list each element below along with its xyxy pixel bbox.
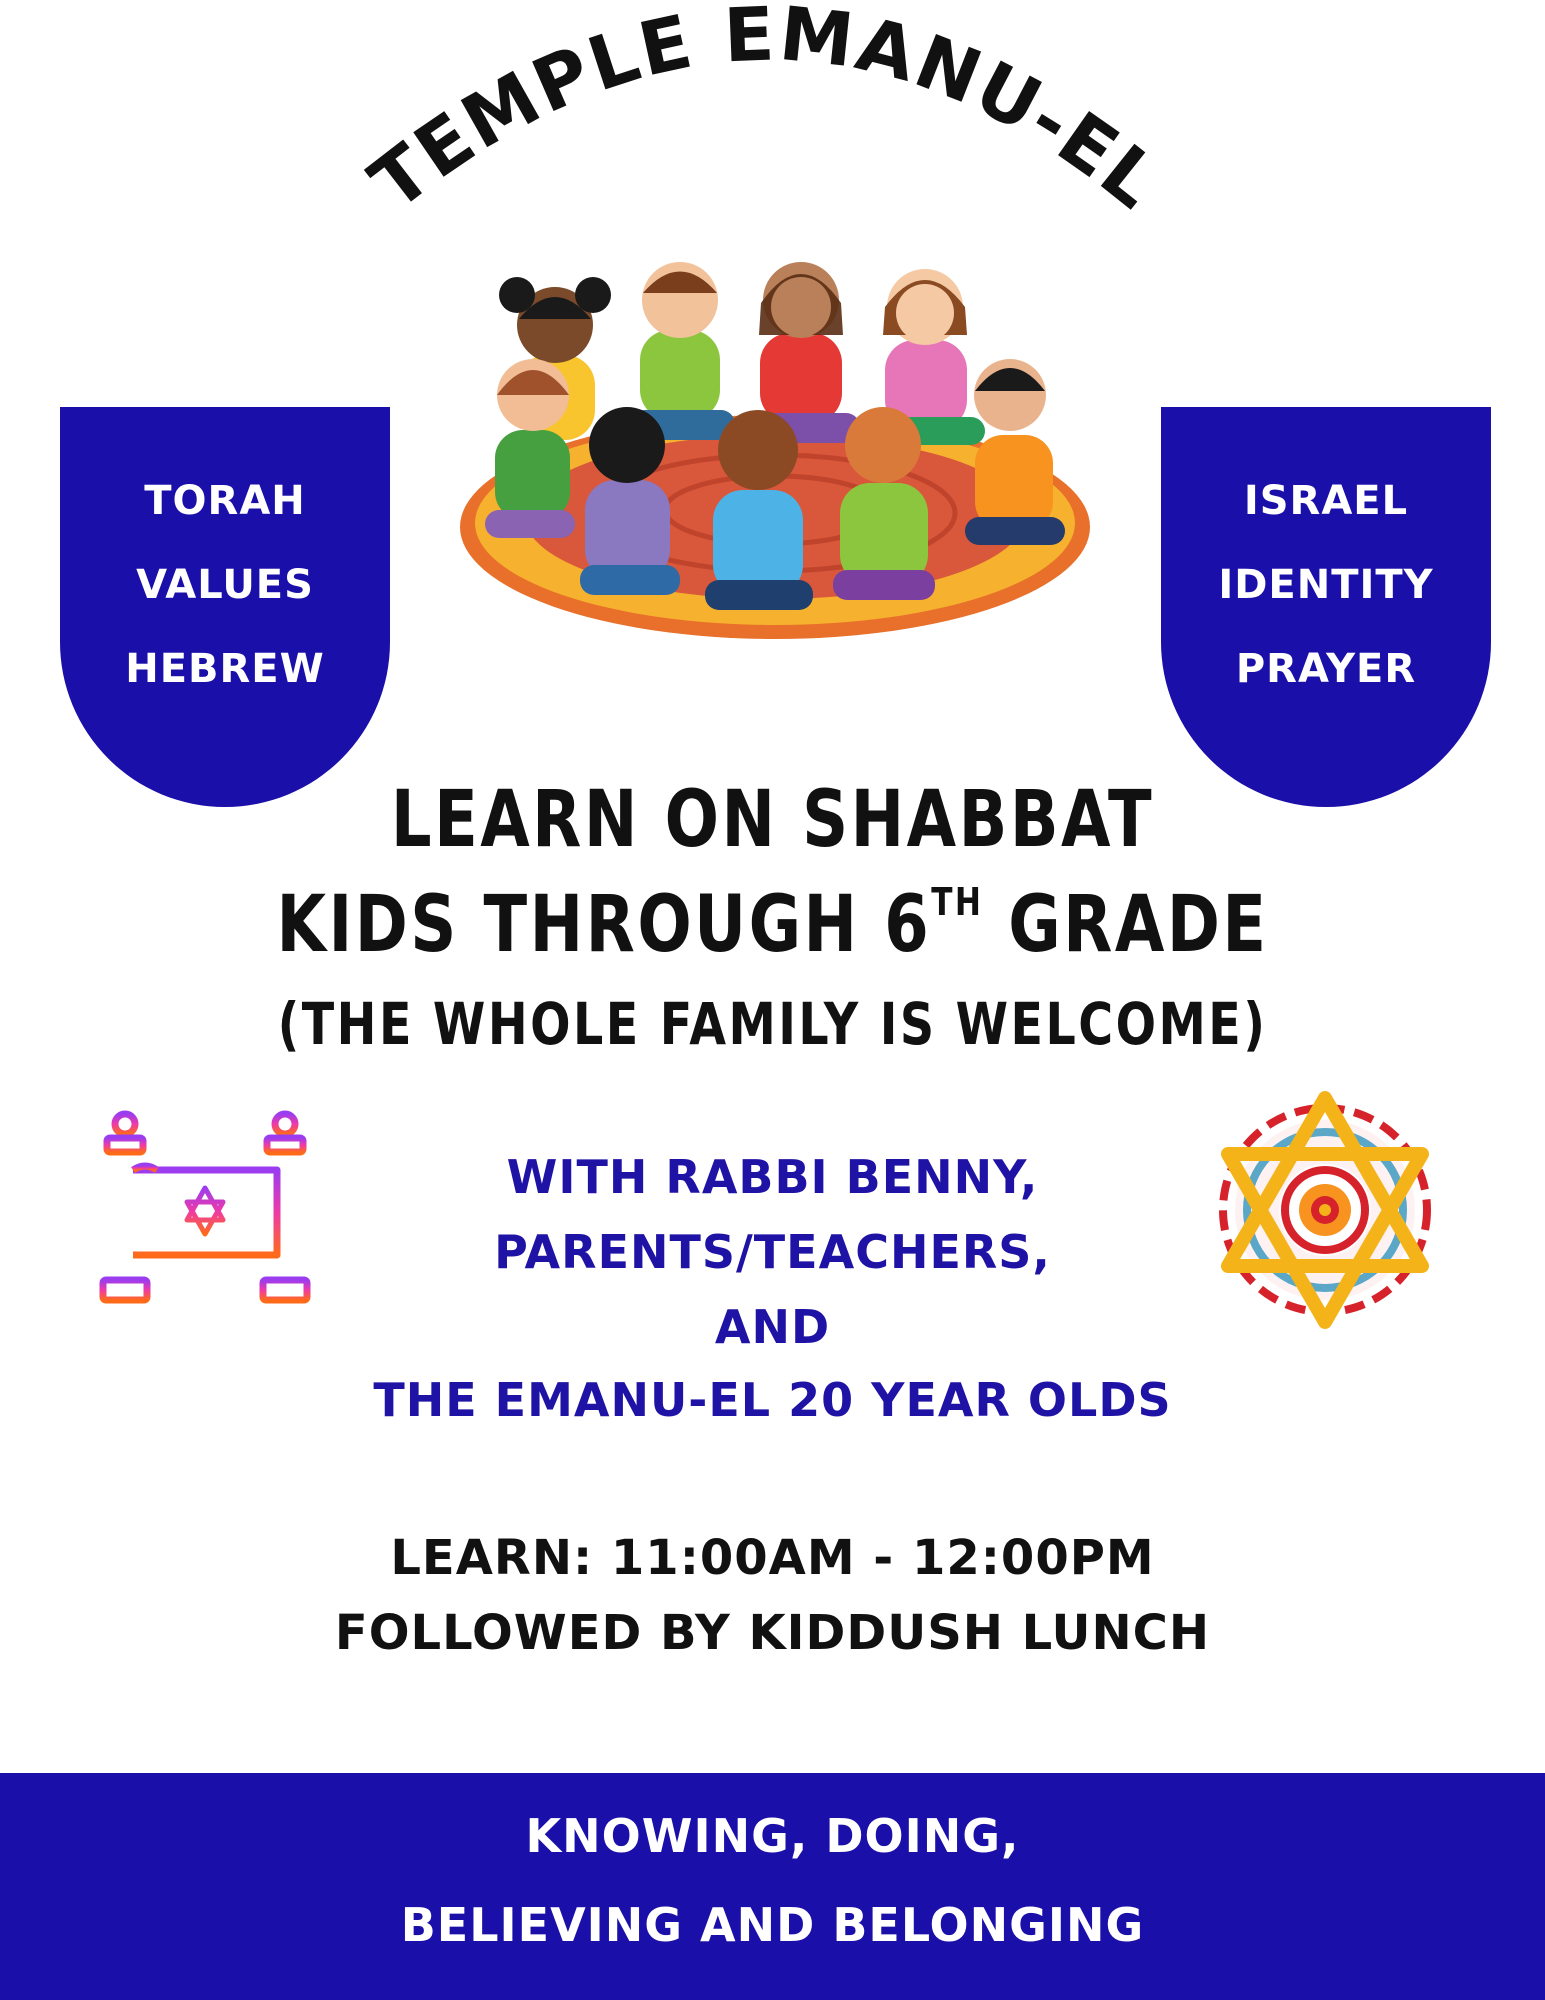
grade-suffix: TH [931,880,984,924]
badge-item-torah: TORAH [144,478,306,524]
children-circle-illustration [455,245,1095,645]
title-text: TEMPLE EMANU-EL [354,0,1177,227]
hosts-line-twenty-year-olds: THE EMANU-EL 20 YEAR OLDS [373,1373,1172,1427]
headline-family-welcome: (THE WHOLE FAMILY IS WELCOME) [277,990,1268,1058]
schedule-time: LEARN: 11:00AM - 12:00PM [390,1530,1155,1586]
headline-learn-on-shabbat: LEARN ON SHABBAT [390,775,1155,865]
footer-banner [0,1773,1545,2000]
star-of-david-mandala-icon [1205,1090,1445,1330]
topics-badge-right [1161,407,1491,807]
badge-item-israel: ISRAEL [1243,478,1409,524]
hosts-line-and: AND [714,1300,831,1354]
grade-text-end: GRADE [983,880,1269,970]
page-title [0,0,1545,260]
footer-line-2: BELIEVING AND BELONGING [400,1898,1145,1952]
badge-item-identity: IDENTITY [1218,562,1434,608]
badge-item-prayer: PRAYER [1235,646,1417,692]
hosts-line-rabbi: WITH RABBI BENNY, [506,1150,1039,1204]
torah-scroll-icon [95,1110,315,1310]
svg-text:TEMPLE EMANU-EL [355,0,1176,227]
badge-item-values: VALUES [136,562,314,608]
badge-item-hebrew: HEBREW [125,646,325,692]
headline-grade-range [139,880,1406,970]
hosts-line-parents: PARENTS/TEACHERS, [494,1225,1051,1279]
schedule-lunch: FOLLOWED BY KIDDUSH LUNCH [334,1605,1211,1661]
footer-line-1: KNOWING, DOING, [525,1809,1020,1863]
topics-badge-left [60,407,390,807]
grade-text: KIDS THROUGH 6 [276,880,932,970]
